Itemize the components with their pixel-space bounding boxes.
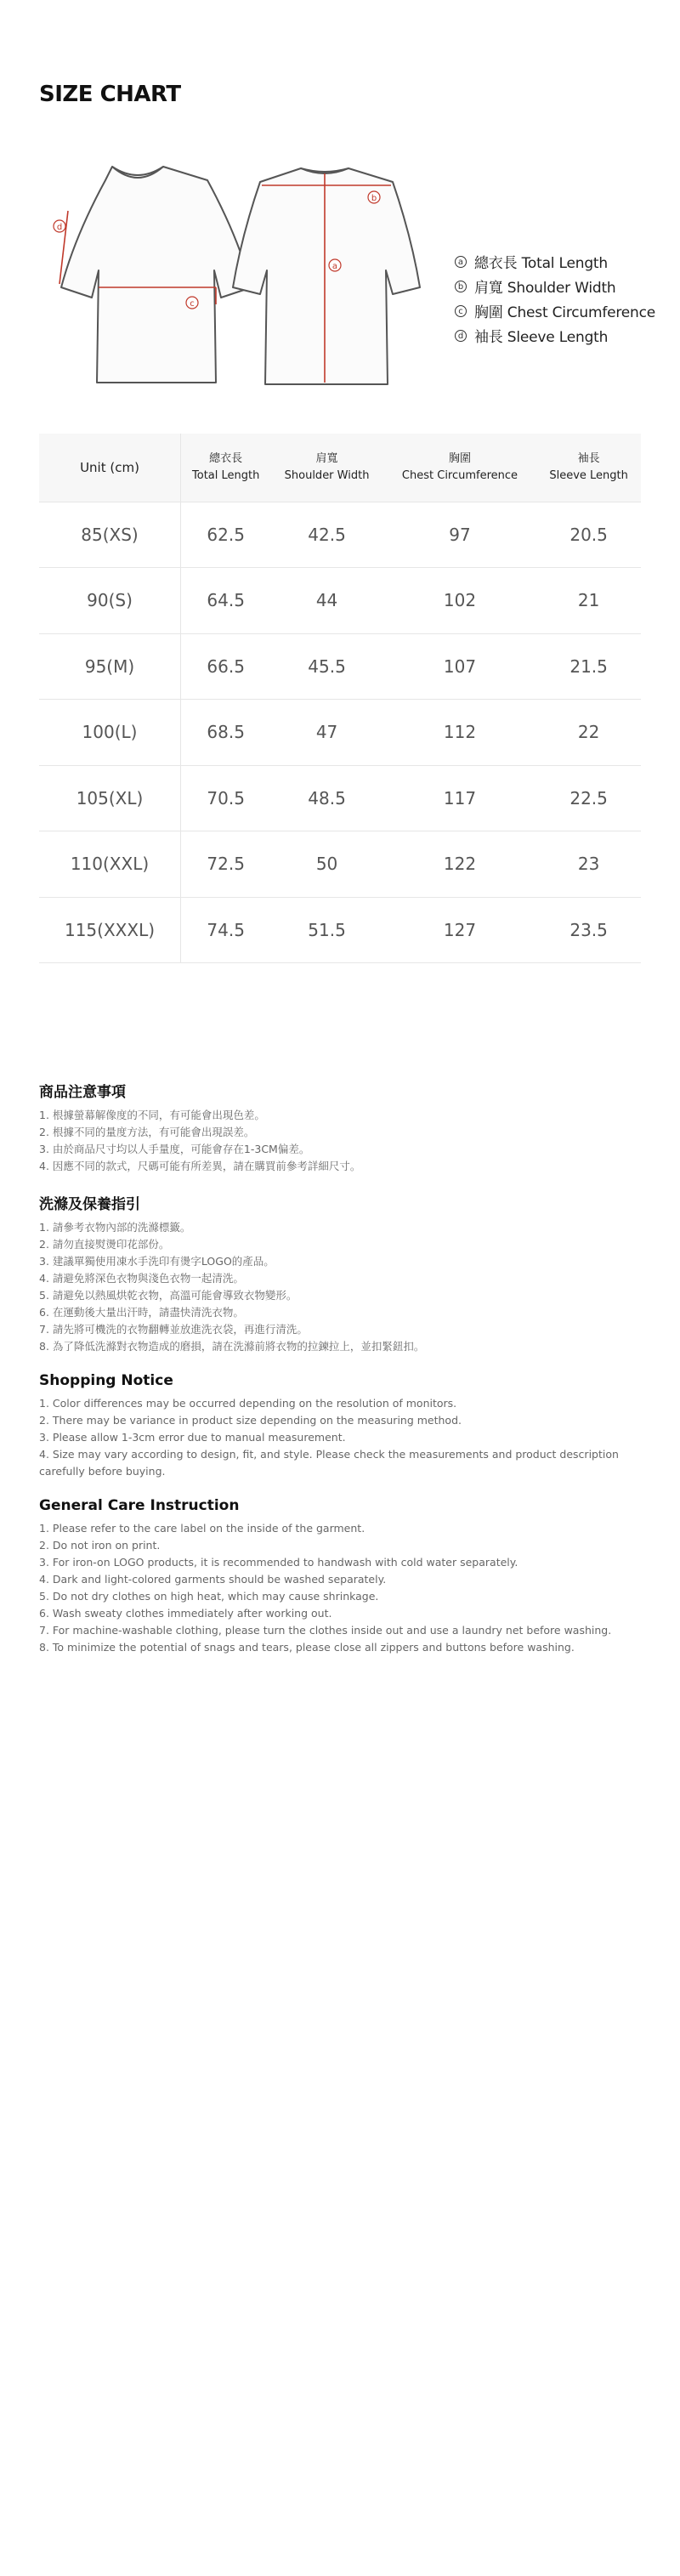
measurement-cell: 47 — [270, 700, 382, 766]
list-item: 6. 在運動後大量出汗時，請盡快清洗衣物。 — [39, 1306, 244, 1319]
legend-mark: c — [455, 305, 467, 317]
measurement-cell: 21.5 — [536, 633, 641, 700]
unit-header: Unit (cm) — [39, 434, 181, 502]
measurement-cell: 23 — [536, 831, 641, 898]
measurement-cell: 50 — [270, 831, 382, 898]
legend-mark: b — [455, 281, 467, 292]
measurement-cell: 62.5 — [181, 502, 271, 568]
list-item: 6. Wash sweaty clothes immediately after working out. — [39, 1607, 332, 1620]
measurement-cell: 21 — [536, 568, 641, 634]
size-cell: 110(XXL) — [39, 831, 181, 898]
care-instruction-zh — [39, 1192, 647, 1355]
mark-d — [54, 220, 65, 232]
legend-item — [455, 274, 655, 298]
section-title: Shopping Notice — [39, 1372, 173, 1389]
svg-text:c: c — [190, 299, 195, 309]
page-title: SIZE CHART — [39, 82, 181, 107]
tshirt-back — [233, 168, 420, 384]
list-item: 4. Size may vary according to design, fit, and style. Please check the measurements and product description carefully before buying. — [39, 1448, 619, 1478]
list-item: 4. 因應不同的款式，尺碼可能有所差異，請在購買前參考詳細尺寸。 — [39, 1160, 361, 1172]
legend-item — [455, 249, 655, 274]
measurement-cell: 20.5 — [536, 502, 641, 568]
care-instruction-en — [39, 1497, 647, 1656]
mark-a — [329, 259, 341, 271]
table-row — [39, 831, 641, 898]
tshirt-illustration — [37, 160, 428, 398]
tshirt-front — [61, 167, 252, 383]
legend-label: 肩寬 Shoulder Width — [474, 280, 616, 297]
table-row — [39, 700, 641, 766]
measurement-cell: 48.5 — [270, 765, 382, 831]
column-header-sleeve-length: 袖長 Sleeve Length — [536, 434, 641, 502]
list-item: 5. 請避免以熱風烘乾衣物，高溫可能會導致衣物變形。 — [39, 1289, 298, 1302]
list-item: 1. Please refer to the care label on the inside of the garment. — [39, 1522, 366, 1535]
size-cell: 100(L) — [39, 700, 181, 766]
measurement-cell: 44 — [270, 568, 382, 634]
list-item: 4. Dark and light-colored garments should be washed separately. — [39, 1573, 387, 1586]
list-item: 3. Please allow 1-3cm error due to manual measurement. — [39, 1431, 346, 1444]
measurement-cell: 22.5 — [536, 765, 641, 831]
size-cell: 95(M) — [39, 633, 181, 700]
section-title: 商品注意事項 — [39, 1084, 126, 1101]
legend-mark: d — [455, 330, 467, 342]
mark-c — [186, 297, 198, 309]
list-item: 1. Color differences may be occurred depending on the resolution of monitors. — [39, 1397, 457, 1410]
shopping-notice-en — [39, 1372, 647, 1480]
measurement-cell: 22 — [536, 700, 641, 766]
column-header-shoulder-width: 肩寬 Shoulder Width — [270, 434, 382, 502]
list-item: 3. For iron-on LOGO products, it is recommended to handwash with cold water separately. — [39, 1556, 518, 1569]
measurement-cell: 23.5 — [536, 897, 641, 963]
table-row — [39, 633, 641, 700]
table-row — [39, 897, 641, 963]
measurement-cell: 68.5 — [181, 700, 271, 766]
measurement-cell: 72.5 — [181, 831, 271, 898]
svg-text:d: d — [56, 223, 63, 232]
list-item: 8. To minimize the potential of snags and tears, please close all zippers and buttons before washing. — [39, 1641, 575, 1654]
measurement-legend — [455, 249, 655, 348]
section-title: 洗滌及保養指引 — [39, 1196, 140, 1213]
measurement-cell: 66.5 — [181, 633, 271, 700]
legend-label: 胸圍 Chest Circumference — [474, 304, 656, 321]
list-item: 8. 為了降低洗滌對衣物造成的磨損，請在洗滌前將衣物的拉鍊拉上，並扣緊鈕扣。 — [39, 1340, 425, 1353]
list-item: 5. Do not dry clothes on high heat, which may cause shrinkage. — [39, 1590, 379, 1603]
svg-text:a: a — [332, 262, 338, 271]
measurement-cell: 102 — [383, 568, 537, 634]
measurement-cell: 70.5 — [181, 765, 271, 831]
measurement-cell: 112 — [383, 700, 537, 766]
list-item: 3. 由於商品尺寸均以人手量度，可能會存在1-3CM偏差。 — [39, 1143, 310, 1155]
column-header-chest: 胸圍 Chest Circumference — [383, 434, 537, 502]
measurement-cell: 117 — [383, 765, 537, 831]
table-header-row — [39, 434, 641, 502]
measurement-cell: 45.5 — [270, 633, 382, 700]
list-item: 4. 請避免將深色衣物與淺色衣物一起清洗。 — [39, 1272, 244, 1285]
size-cell: 85(XS) — [39, 502, 181, 568]
column-header-total-length: 總衣長 Total Length — [181, 434, 271, 502]
list-item: 2. 根據不同的量度方法，有可能會出現誤差。 — [39, 1126, 255, 1138]
list-item: 1. 根據螢幕解像度的不同，有可能會出現色差。 — [39, 1109, 265, 1121]
legend-item — [455, 323, 655, 348]
table-row — [39, 765, 641, 831]
legend-label: 袖長 Sleeve Length — [474, 329, 609, 346]
legend-item — [455, 298, 655, 323]
notes-section — [39, 1080, 647, 1673]
measurement-cell: 64.5 — [181, 568, 271, 634]
measurement-cell: 97 — [383, 502, 537, 568]
size-cell: 115(XXXL) — [39, 897, 181, 963]
size-table — [39, 434, 641, 963]
list-item: 1. 請參考衣物內部的洗滌標籤。 — [39, 1221, 191, 1234]
list-item: 2. Do not iron on print. — [39, 1539, 161, 1552]
legend-mark: a — [455, 256, 467, 268]
list-item: 7. For machine-washable clothing, please turn the clothes inside out and use a laundry net before washing. — [39, 1624, 612, 1637]
measurement-cell: 122 — [383, 831, 537, 898]
svg-text:b: b — [371, 194, 377, 203]
list-item: 2. 請勿直接熨燙印花部份。 — [39, 1238, 170, 1251]
size-cell: 90(S) — [39, 568, 181, 634]
product-notice-zh — [39, 1080, 647, 1175]
measurement-cell: 107 — [383, 633, 537, 700]
table-row — [39, 502, 641, 568]
legend-label: 總衣長 Total Length — [474, 255, 608, 272]
list-item: 7. 請先將可機洗的衣物翻轉並放進洗衣袋，再進行清洗。 — [39, 1323, 308, 1336]
list-item: 2. There may be variance in product size depending on the measuring method. — [39, 1414, 462, 1427]
measurement-cell: 51.5 — [270, 897, 382, 963]
list-item: 3. 建議單獨使用凍水手洗印有燙字LOGO的產品。 — [39, 1255, 275, 1268]
measurement-cell: 74.5 — [181, 897, 271, 963]
mark-b — [368, 191, 380, 203]
measurement-cell: 127 — [383, 897, 537, 963]
measurement-cell: 42.5 — [270, 502, 382, 568]
table-row — [39, 568, 641, 634]
size-cell: 105(XL) — [39, 765, 181, 831]
section-title: General Care Instruction — [39, 1497, 240, 1514]
